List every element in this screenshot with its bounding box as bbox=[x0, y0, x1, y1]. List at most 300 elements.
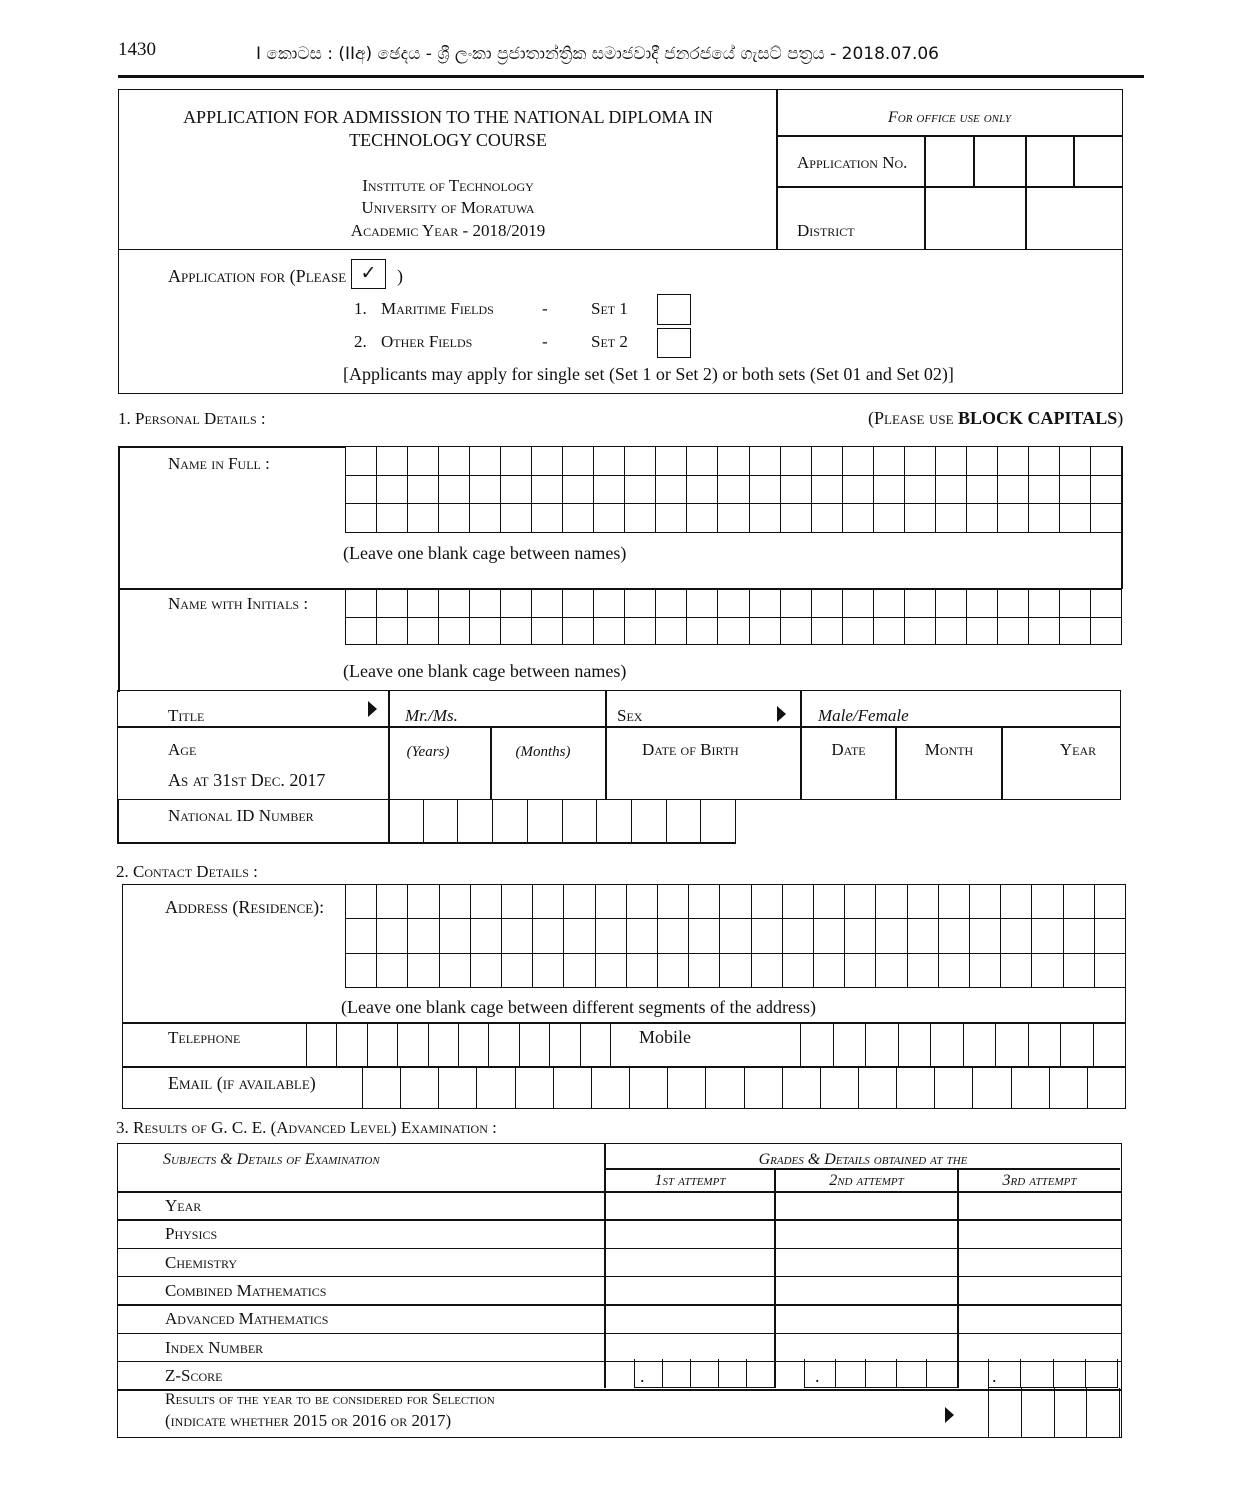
cage[interactable] bbox=[998, 504, 1029, 533]
cage[interactable] bbox=[408, 885, 439, 919]
cage[interactable] bbox=[687, 447, 718, 476]
cage[interactable] bbox=[939, 954, 970, 988]
cage[interactable] bbox=[528, 799, 563, 844]
cage[interactable] bbox=[550, 1022, 580, 1067]
name-initials-cages[interactable] bbox=[345, 589, 1122, 645]
cage[interactable] bbox=[656, 476, 687, 505]
cage[interactable] bbox=[1012, 1066, 1050, 1109]
cage[interactable] bbox=[346, 919, 377, 953]
cage[interactable] bbox=[346, 476, 377, 505]
cage[interactable] bbox=[627, 919, 658, 953]
cage[interactable] bbox=[471, 919, 502, 953]
cage[interactable] bbox=[964, 1022, 997, 1067]
cage[interactable] bbox=[718, 618, 749, 646]
cage[interactable] bbox=[470, 590, 501, 618]
zscore-attempt1-cages[interactable] bbox=[634, 1359, 775, 1388]
cage[interactable] bbox=[632, 799, 667, 844]
cage[interactable] bbox=[814, 954, 845, 988]
cage[interactable] bbox=[905, 476, 936, 505]
cage[interactable] bbox=[720, 954, 751, 988]
cage[interactable] bbox=[1095, 885, 1126, 919]
cage[interactable] bbox=[346, 885, 377, 919]
cage[interactable] bbox=[502, 919, 533, 953]
cage[interactable] bbox=[1091, 590, 1122, 618]
cage[interactable] bbox=[663, 1359, 691, 1388]
cage[interactable] bbox=[927, 1359, 958, 1388]
cage[interactable] bbox=[625, 447, 656, 476]
cage[interactable] bbox=[936, 476, 967, 505]
cage[interactable] bbox=[592, 1066, 630, 1109]
cage[interactable] bbox=[477, 1066, 515, 1109]
cage[interactable] bbox=[625, 476, 656, 505]
cage[interactable] bbox=[439, 590, 470, 618]
cage[interactable] bbox=[821, 1066, 859, 1109]
cage[interactable] bbox=[346, 954, 377, 988]
cage[interactable] bbox=[656, 590, 687, 618]
cage[interactable] bbox=[377, 504, 408, 533]
cage[interactable] bbox=[667, 799, 702, 844]
cage[interactable] bbox=[563, 799, 598, 844]
cage[interactable] bbox=[836, 1359, 867, 1388]
cage[interactable] bbox=[905, 618, 936, 646]
cage[interactable] bbox=[471, 885, 502, 919]
cage[interactable] bbox=[905, 590, 936, 618]
cage[interactable] bbox=[377, 590, 408, 618]
cage[interactable] bbox=[1064, 919, 1095, 953]
cage[interactable] bbox=[377, 919, 408, 953]
sex-value[interactable]: Male/Female bbox=[818, 706, 909, 725]
cage[interactable] bbox=[970, 919, 1001, 953]
cage[interactable] bbox=[1022, 1388, 1055, 1438]
cage[interactable] bbox=[908, 885, 939, 919]
cage[interactable] bbox=[998, 476, 1029, 505]
cage[interactable] bbox=[627, 885, 658, 919]
cage[interactable] bbox=[408, 447, 439, 476]
cage[interactable] bbox=[843, 504, 874, 533]
cage[interactable] bbox=[747, 1359, 775, 1388]
cage[interactable] bbox=[439, 1066, 477, 1109]
cage[interactable] bbox=[625, 504, 656, 533]
cage[interactable] bbox=[501, 476, 532, 505]
cage[interactable] bbox=[687, 504, 718, 533]
cage[interactable] bbox=[533, 885, 564, 919]
cage[interactable] bbox=[859, 1066, 897, 1109]
district-boxes[interactable] bbox=[926, 188, 1122, 248]
cage[interactable] bbox=[876, 885, 907, 919]
name-full-hint: (Leave one blank cage between names) bbox=[343, 543, 627, 563]
cage[interactable] bbox=[834, 1022, 867, 1067]
cage[interactable] bbox=[1032, 885, 1063, 919]
cage[interactable] bbox=[1091, 476, 1122, 505]
cage[interactable] bbox=[502, 954, 533, 988]
cage[interactable] bbox=[1064, 954, 1095, 988]
cage[interactable] bbox=[656, 618, 687, 646]
district-label: District bbox=[797, 221, 855, 240]
application-note: [Applicants may apply for single set (Set 1 or Set 2) or both sets (Set 01 and Set 02)] bbox=[343, 364, 954, 384]
cage[interactable] bbox=[1091, 504, 1122, 533]
cage[interactable] bbox=[1029, 504, 1060, 533]
cage[interactable] bbox=[408, 618, 439, 646]
cage[interactable] bbox=[687, 618, 718, 646]
cage[interactable] bbox=[843, 476, 874, 505]
cage[interactable] bbox=[658, 919, 689, 953]
cage[interactable] bbox=[687, 590, 718, 618]
cage[interactable] bbox=[596, 954, 627, 988]
cage[interactable] bbox=[429, 1022, 459, 1067]
cage[interactable] bbox=[706, 1066, 744, 1109]
cage[interactable] bbox=[346, 504, 377, 533]
cage[interactable] bbox=[1032, 919, 1063, 953]
cage[interactable] bbox=[905, 504, 936, 533]
cage[interactable] bbox=[720, 919, 751, 953]
cage[interactable] bbox=[656, 504, 687, 533]
cage[interactable] bbox=[516, 1066, 554, 1109]
address-cages[interactable] bbox=[345, 884, 1126, 988]
cage[interactable] bbox=[501, 618, 532, 646]
cage[interactable] bbox=[501, 447, 532, 476]
cage[interactable] bbox=[1060, 590, 1091, 618]
cage[interactable] bbox=[439, 504, 470, 533]
cage[interactable] bbox=[1001, 954, 1032, 988]
tick-sample-box: ✓ bbox=[351, 259, 386, 289]
cage[interactable] bbox=[783, 1066, 821, 1109]
cage[interactable] bbox=[439, 447, 470, 476]
cage[interactable] bbox=[501, 590, 532, 618]
cage[interactable] bbox=[470, 476, 501, 505]
cage[interactable] bbox=[1088, 1066, 1126, 1109]
cage[interactable] bbox=[533, 919, 564, 953]
cage[interactable] bbox=[905, 447, 936, 476]
cage[interactable] bbox=[866, 1359, 897, 1388]
cage[interactable] bbox=[563, 504, 594, 533]
cage[interactable] bbox=[967, 618, 998, 646]
cage[interactable] bbox=[377, 618, 408, 646]
cage[interactable] bbox=[874, 447, 905, 476]
cage[interactable] bbox=[594, 504, 625, 533]
cage[interactable] bbox=[701, 799, 736, 844]
form-title-line1: APPLICATION FOR ADMISSION TO THE NATIONAL DIPLOMA IN bbox=[183, 107, 713, 127]
cage[interactable] bbox=[346, 447, 377, 476]
cage[interactable] bbox=[424, 799, 459, 844]
age-months-field[interactable] bbox=[492, 760, 604, 798]
cage[interactable] bbox=[1021, 1359, 1053, 1388]
cage[interactable] bbox=[845, 919, 876, 953]
cage[interactable] bbox=[470, 504, 501, 533]
cage[interactable] bbox=[689, 919, 720, 953]
cage[interactable] bbox=[1050, 1066, 1088, 1109]
cage[interactable] bbox=[718, 447, 749, 476]
cage[interactable] bbox=[781, 618, 812, 646]
cage[interactable] bbox=[967, 590, 998, 618]
cage[interactable] bbox=[876, 954, 907, 988]
cage[interactable] bbox=[337, 1022, 367, 1067]
cage[interactable] bbox=[346, 590, 377, 618]
cage[interactable] bbox=[594, 476, 625, 505]
cage[interactable] bbox=[973, 1066, 1011, 1109]
cage[interactable] bbox=[939, 885, 970, 919]
telephone-cages[interactable] bbox=[306, 1022, 611, 1067]
email-cages[interactable] bbox=[362, 1066, 1126, 1109]
selection-year-cages[interactable] bbox=[988, 1388, 1120, 1438]
cage[interactable] bbox=[377, 885, 408, 919]
cage[interactable] bbox=[843, 590, 874, 618]
cage[interactable] bbox=[1029, 476, 1060, 505]
cage[interactable] bbox=[752, 954, 783, 988]
cage[interactable] bbox=[805, 1359, 836, 1388]
set1-checkbox[interactable] bbox=[657, 294, 691, 325]
cage[interactable] bbox=[998, 590, 1029, 618]
cage[interactable] bbox=[998, 447, 1029, 476]
cage[interactable] bbox=[989, 1388, 1022, 1438]
cage[interactable] bbox=[656, 447, 687, 476]
cage[interactable] bbox=[408, 919, 439, 953]
cage[interactable] bbox=[658, 954, 689, 988]
cage[interactable] bbox=[781, 504, 812, 533]
cage[interactable] bbox=[939, 919, 970, 953]
cage[interactable] bbox=[814, 885, 845, 919]
cage[interactable] bbox=[814, 919, 845, 953]
cage[interactable] bbox=[745, 1066, 783, 1109]
cage[interactable] bbox=[363, 1066, 401, 1109]
application-for-label: Application for (Please bbox=[168, 266, 347, 286]
cage[interactable] bbox=[1001, 885, 1032, 919]
cage[interactable] bbox=[1095, 954, 1126, 988]
cage[interactable] bbox=[783, 885, 814, 919]
cage[interactable] bbox=[750, 618, 781, 646]
cage[interactable] bbox=[812, 447, 843, 476]
cage[interactable] bbox=[1055, 1388, 1088, 1438]
cage[interactable] bbox=[596, 919, 627, 953]
cage[interactable] bbox=[750, 447, 781, 476]
cage[interactable] bbox=[687, 476, 718, 505]
cage[interactable] bbox=[750, 476, 781, 505]
cage[interactable] bbox=[489, 1022, 519, 1067]
zscore-attempt3-cages[interactable] bbox=[988, 1359, 1118, 1388]
cage[interactable] bbox=[908, 954, 939, 988]
cage[interactable] bbox=[931, 1022, 964, 1067]
cage[interactable] bbox=[718, 476, 749, 505]
cage[interactable] bbox=[501, 504, 532, 533]
cage[interactable] bbox=[783, 919, 814, 953]
cage[interactable] bbox=[691, 1359, 719, 1388]
cage[interactable] bbox=[532, 476, 563, 505]
cage[interactable] bbox=[996, 1022, 1029, 1067]
cage[interactable] bbox=[1054, 1359, 1086, 1388]
cage[interactable] bbox=[668, 1066, 706, 1109]
cage[interactable] bbox=[439, 618, 470, 646]
cage[interactable] bbox=[1094, 1022, 1127, 1067]
cage[interactable] bbox=[532, 447, 563, 476]
cage[interactable] bbox=[625, 590, 656, 618]
cage[interactable] bbox=[493, 799, 528, 844]
cage[interactable] bbox=[627, 954, 658, 988]
dob-date-label: Date bbox=[831, 740, 866, 759]
cage[interactable] bbox=[750, 590, 781, 618]
cage[interactable] bbox=[812, 476, 843, 505]
office-use-label: For office use only bbox=[888, 109, 1011, 126]
cage[interactable] bbox=[812, 590, 843, 618]
cage[interactable] bbox=[389, 799, 424, 844]
cage[interactable] bbox=[866, 1022, 899, 1067]
cage[interactable] bbox=[471, 954, 502, 988]
cage[interactable] bbox=[1087, 1388, 1120, 1438]
cage[interactable] bbox=[876, 919, 907, 953]
application-no-boxes[interactable] bbox=[926, 137, 1122, 185]
cage[interactable] bbox=[368, 1022, 398, 1067]
cage[interactable] bbox=[936, 590, 967, 618]
cage[interactable] bbox=[563, 618, 594, 646]
cage[interactable] bbox=[908, 919, 939, 953]
attempt-3-header: 3rd attempt bbox=[1002, 1172, 1077, 1189]
cage[interactable] bbox=[377, 954, 408, 988]
title-label: Title bbox=[168, 706, 205, 725]
cage[interactable] bbox=[459, 1022, 489, 1067]
cage[interactable] bbox=[874, 476, 905, 505]
mobile-cages[interactable] bbox=[800, 1022, 1126, 1067]
cage[interactable] bbox=[1086, 1359, 1118, 1388]
cage[interactable] bbox=[967, 476, 998, 505]
cage[interactable] bbox=[408, 504, 439, 533]
cage[interactable] bbox=[597, 799, 632, 844]
cage[interactable] bbox=[1029, 590, 1060, 618]
cage[interactable] bbox=[554, 1066, 592, 1109]
cage[interactable] bbox=[752, 885, 783, 919]
cage[interactable] bbox=[458, 799, 493, 844]
cage[interactable] bbox=[563, 590, 594, 618]
cage[interactable] bbox=[689, 885, 720, 919]
cage[interactable] bbox=[346, 618, 377, 646]
cage[interactable] bbox=[1061, 1022, 1094, 1067]
cage[interactable] bbox=[874, 590, 905, 618]
cage[interactable] bbox=[843, 618, 874, 646]
cage[interactable] bbox=[625, 618, 656, 646]
cage[interactable] bbox=[781, 590, 812, 618]
cage[interactable] bbox=[1060, 504, 1091, 533]
cage[interactable] bbox=[377, 476, 408, 505]
cage[interactable] bbox=[783, 954, 814, 988]
cage[interactable] bbox=[1032, 954, 1063, 988]
cage[interactable] bbox=[936, 447, 967, 476]
cage[interactable] bbox=[630, 1066, 668, 1109]
cage[interactable] bbox=[440, 885, 471, 919]
cage[interactable] bbox=[874, 618, 905, 646]
cage[interactable] bbox=[843, 447, 874, 476]
cage[interactable] bbox=[998, 618, 1029, 646]
cage[interactable] bbox=[401, 1066, 439, 1109]
cage[interactable] bbox=[408, 476, 439, 505]
cage[interactable] bbox=[520, 1022, 550, 1067]
cage[interactable] bbox=[440, 954, 471, 988]
cage[interactable] bbox=[1064, 885, 1095, 919]
cage[interactable] bbox=[439, 476, 470, 505]
cage[interactable] bbox=[970, 885, 1001, 919]
cage[interactable] bbox=[750, 504, 781, 533]
cage[interactable] bbox=[781, 447, 812, 476]
cage[interactable] bbox=[594, 590, 625, 618]
cage[interactable] bbox=[1060, 476, 1091, 505]
cage[interactable] bbox=[897, 1359, 928, 1388]
cage[interactable] bbox=[594, 447, 625, 476]
cage[interactable] bbox=[563, 476, 594, 505]
name-initials-label: Name with Initials : bbox=[168, 594, 309, 613]
age-years-field[interactable] bbox=[390, 760, 490, 798]
cage[interactable] bbox=[1091, 447, 1122, 476]
cage[interactable] bbox=[470, 447, 501, 476]
cage[interactable] bbox=[408, 590, 439, 618]
months-label: (Months) bbox=[515, 744, 571, 760]
email-label: Email (if available) bbox=[168, 1073, 316, 1093]
cage[interactable] bbox=[1091, 618, 1122, 646]
cage[interactable] bbox=[564, 919, 595, 953]
cage[interactable] bbox=[689, 954, 720, 988]
cage[interactable] bbox=[470, 618, 501, 646]
cage[interactable] bbox=[1060, 447, 1091, 476]
cage[interactable] bbox=[1060, 618, 1091, 646]
cage[interactable] bbox=[970, 954, 1001, 988]
cage[interactable] bbox=[502, 885, 533, 919]
cage[interactable] bbox=[581, 1022, 611, 1067]
cage[interactable] bbox=[897, 1066, 935, 1109]
cage[interactable] bbox=[781, 476, 812, 505]
cage[interactable] bbox=[812, 618, 843, 646]
cage[interactable] bbox=[563, 447, 594, 476]
cage[interactable] bbox=[564, 954, 595, 988]
cage[interactable] bbox=[564, 885, 595, 919]
set2-checkbox[interactable] bbox=[657, 328, 691, 358]
title-value[interactable]: Mr./Ms. bbox=[405, 706, 458, 725]
cage[interactable] bbox=[1001, 919, 1032, 953]
cage[interactable] bbox=[532, 504, 563, 533]
cage[interactable] bbox=[1095, 919, 1126, 953]
cage[interactable] bbox=[812, 504, 843, 533]
cage[interactable] bbox=[377, 447, 408, 476]
cage[interactable] bbox=[936, 504, 967, 533]
attempt-1-header: 1st attempt bbox=[654, 1172, 726, 1189]
cage[interactable] bbox=[398, 1022, 428, 1067]
cage[interactable] bbox=[967, 504, 998, 533]
cage[interactable] bbox=[720, 885, 751, 919]
cage[interactable] bbox=[718, 504, 749, 533]
cage[interactable] bbox=[1029, 1022, 1062, 1067]
cage[interactable] bbox=[532, 590, 563, 618]
cage[interactable] bbox=[719, 1359, 747, 1388]
cage[interactable] bbox=[936, 618, 967, 646]
dob-field[interactable] bbox=[802, 762, 1120, 798]
cage[interactable] bbox=[408, 954, 439, 988]
name-full-cages[interactable] bbox=[345, 446, 1122, 533]
cage[interactable] bbox=[1029, 447, 1060, 476]
cage[interactable] bbox=[874, 504, 905, 533]
cage[interactable] bbox=[596, 885, 627, 919]
cage[interactable] bbox=[718, 590, 749, 618]
cage[interactable] bbox=[1029, 618, 1060, 646]
cage[interactable] bbox=[845, 885, 876, 919]
nic-cages[interactable] bbox=[388, 799, 736, 844]
cage[interactable] bbox=[899, 1022, 932, 1067]
zscore-attempt2-cages[interactable] bbox=[804, 1359, 958, 1388]
cage[interactable] bbox=[967, 447, 998, 476]
cage[interactable] bbox=[594, 618, 625, 646]
cage[interactable] bbox=[801, 1022, 834, 1067]
cage[interactable] bbox=[533, 954, 564, 988]
cage[interactable] bbox=[658, 885, 689, 919]
cage[interactable] bbox=[845, 954, 876, 988]
cage[interactable] bbox=[752, 919, 783, 953]
cage[interactable] bbox=[532, 618, 563, 646]
cage[interactable] bbox=[935, 1066, 973, 1109]
cage[interactable] bbox=[440, 919, 471, 953]
cage[interactable] bbox=[307, 1022, 337, 1067]
